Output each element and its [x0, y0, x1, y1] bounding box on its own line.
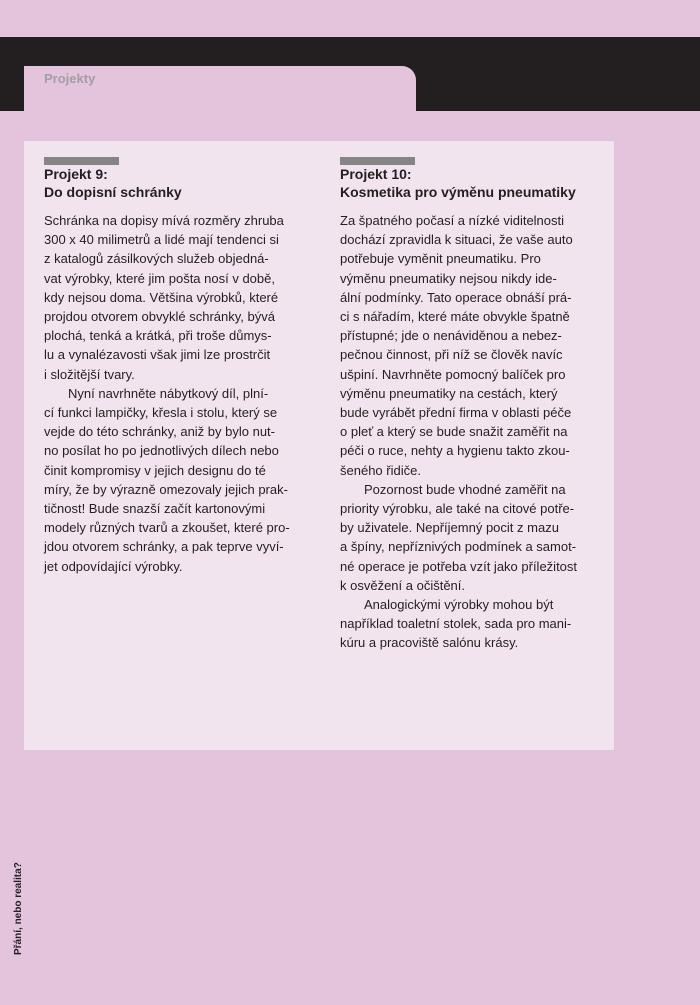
project-9	[44, 141, 306, 576]
text-line: ci s nářadím, které máte obvykle špatně	[340, 309, 570, 325]
text-line: z katalogů zásilkových služeb objedná-	[44, 251, 269, 267]
text-line: výměnu pneumatiky nejsou nikdy ide-	[340, 270, 557, 286]
text-line: ušpiní. Navrhněte pomocný balíček pro	[340, 366, 566, 382]
text-line: ální podmínky. Tato operace obnáší prá-	[340, 289, 572, 305]
text-line: míry, že by výrazně omezovaly jejich prak-	[44, 481, 288, 497]
text-line: kdy nejsou doma. Většina výrobků, které	[44, 289, 279, 305]
text-line: né operace je potřeba vzít jako příležitost	[340, 558, 578, 574]
text-line: bude vyrábět přední firma v oblasti péče	[340, 405, 572, 421]
text-line: priority výrobku, ale také na citové potře-	[340, 501, 575, 517]
project-9-number: Projekt 9:	[44, 166, 108, 182]
text-line: cí funkci lampičky, křesla i stolu, který se	[44, 405, 278, 421]
text-line: tičnost! Bude snazší začít kartonovými	[44, 501, 266, 517]
text-line: přístupné; jde o nenáviděnou a nebez-	[340, 328, 562, 344]
text-line: i složitější tvary.	[44, 366, 135, 382]
projects-panel	[24, 141, 614, 750]
text-line: lu a vynalézavosti však jimi lze prostrčit	[44, 347, 271, 363]
project-10-number: Projekt 10:	[340, 166, 412, 182]
text-line: činit kompromisy v jejich designu do té	[44, 462, 266, 478]
text-line: potřebuje vyměnit pneumatiku. Pro	[340, 251, 541, 267]
text-line: pečnou činnost, při níž se člověk navíc	[340, 347, 563, 363]
text-line: modely různých tvarů a zkoušet, které pro-	[44, 520, 290, 536]
text-line: péči o ruce, nehty a hygienu takto zkou-	[340, 443, 570, 459]
text-line: o pleť a který se bude snažit zaměřit na	[340, 424, 568, 440]
text-line: Analogickými výrobky mohou být	[364, 597, 554, 613]
text-line: Schránka na dopisy mívá rozměry zhruba	[44, 213, 284, 228]
text-line: a špíny, nepříznivých podmínek a samot-	[340, 539, 577, 555]
text-line: dochází zpravidla k situaci, že vaše auto	[340, 232, 573, 248]
project-10-text	[340, 211, 602, 653]
section-marker	[44, 157, 119, 165]
text-line: jdou otvorem schránky, a pak teprve vyví-	[44, 539, 284, 555]
text-line: jet odpovídající výrobky.	[44, 558, 183, 574]
text-line: 300 x 40 milimetrů a lidé mají tendenci si	[44, 232, 279, 248]
text-line: vejde do této schránky, aniž by bylo nut-	[44, 424, 275, 440]
project-10-title: Kosmetika pro výměnu pneumatiky	[340, 184, 576, 200]
side-running-title: Přání, nebo realita?	[13, 862, 24, 955]
text-line: kúru a pracoviště salónu krásy.	[340, 635, 519, 651]
text-line: plochá, tenká a krátká, při troše důmys-	[44, 328, 272, 344]
project-10	[340, 141, 602, 653]
text-line: vat výrobky, které jim pošta nosí v době,	[44, 270, 275, 286]
project-9-text	[44, 211, 306, 576]
text-line: k osvěžení a očištění.	[340, 577, 466, 593]
project-9-title: Do dopisní schránky	[44, 184, 182, 200]
text-line: projdou otvorem obvyklé schránky, bývá	[44, 309, 275, 325]
section-tab-label: Projekty	[44, 71, 96, 86]
text-line: Nyní navrhněte nábytkový díl, plní-	[68, 385, 269, 401]
text-line: Za špatného počasí a nízké viditelnosti	[340, 213, 565, 228]
text-line: no posílat ho po jednotlivých dílech nebo	[44, 443, 279, 459]
text-line: Pozornost bude vhodné zaměřit na	[364, 481, 566, 497]
section-marker	[340, 157, 415, 165]
text-line: by uživatele. Nepříjemný pocit z mazu	[340, 520, 559, 536]
text-line: šeného řidiče.	[340, 462, 421, 478]
text-line: výměnu pneumatiky na cestách, který	[340, 385, 558, 401]
text-line: například toaletní stolek, sada pro mani-	[340, 616, 572, 632]
